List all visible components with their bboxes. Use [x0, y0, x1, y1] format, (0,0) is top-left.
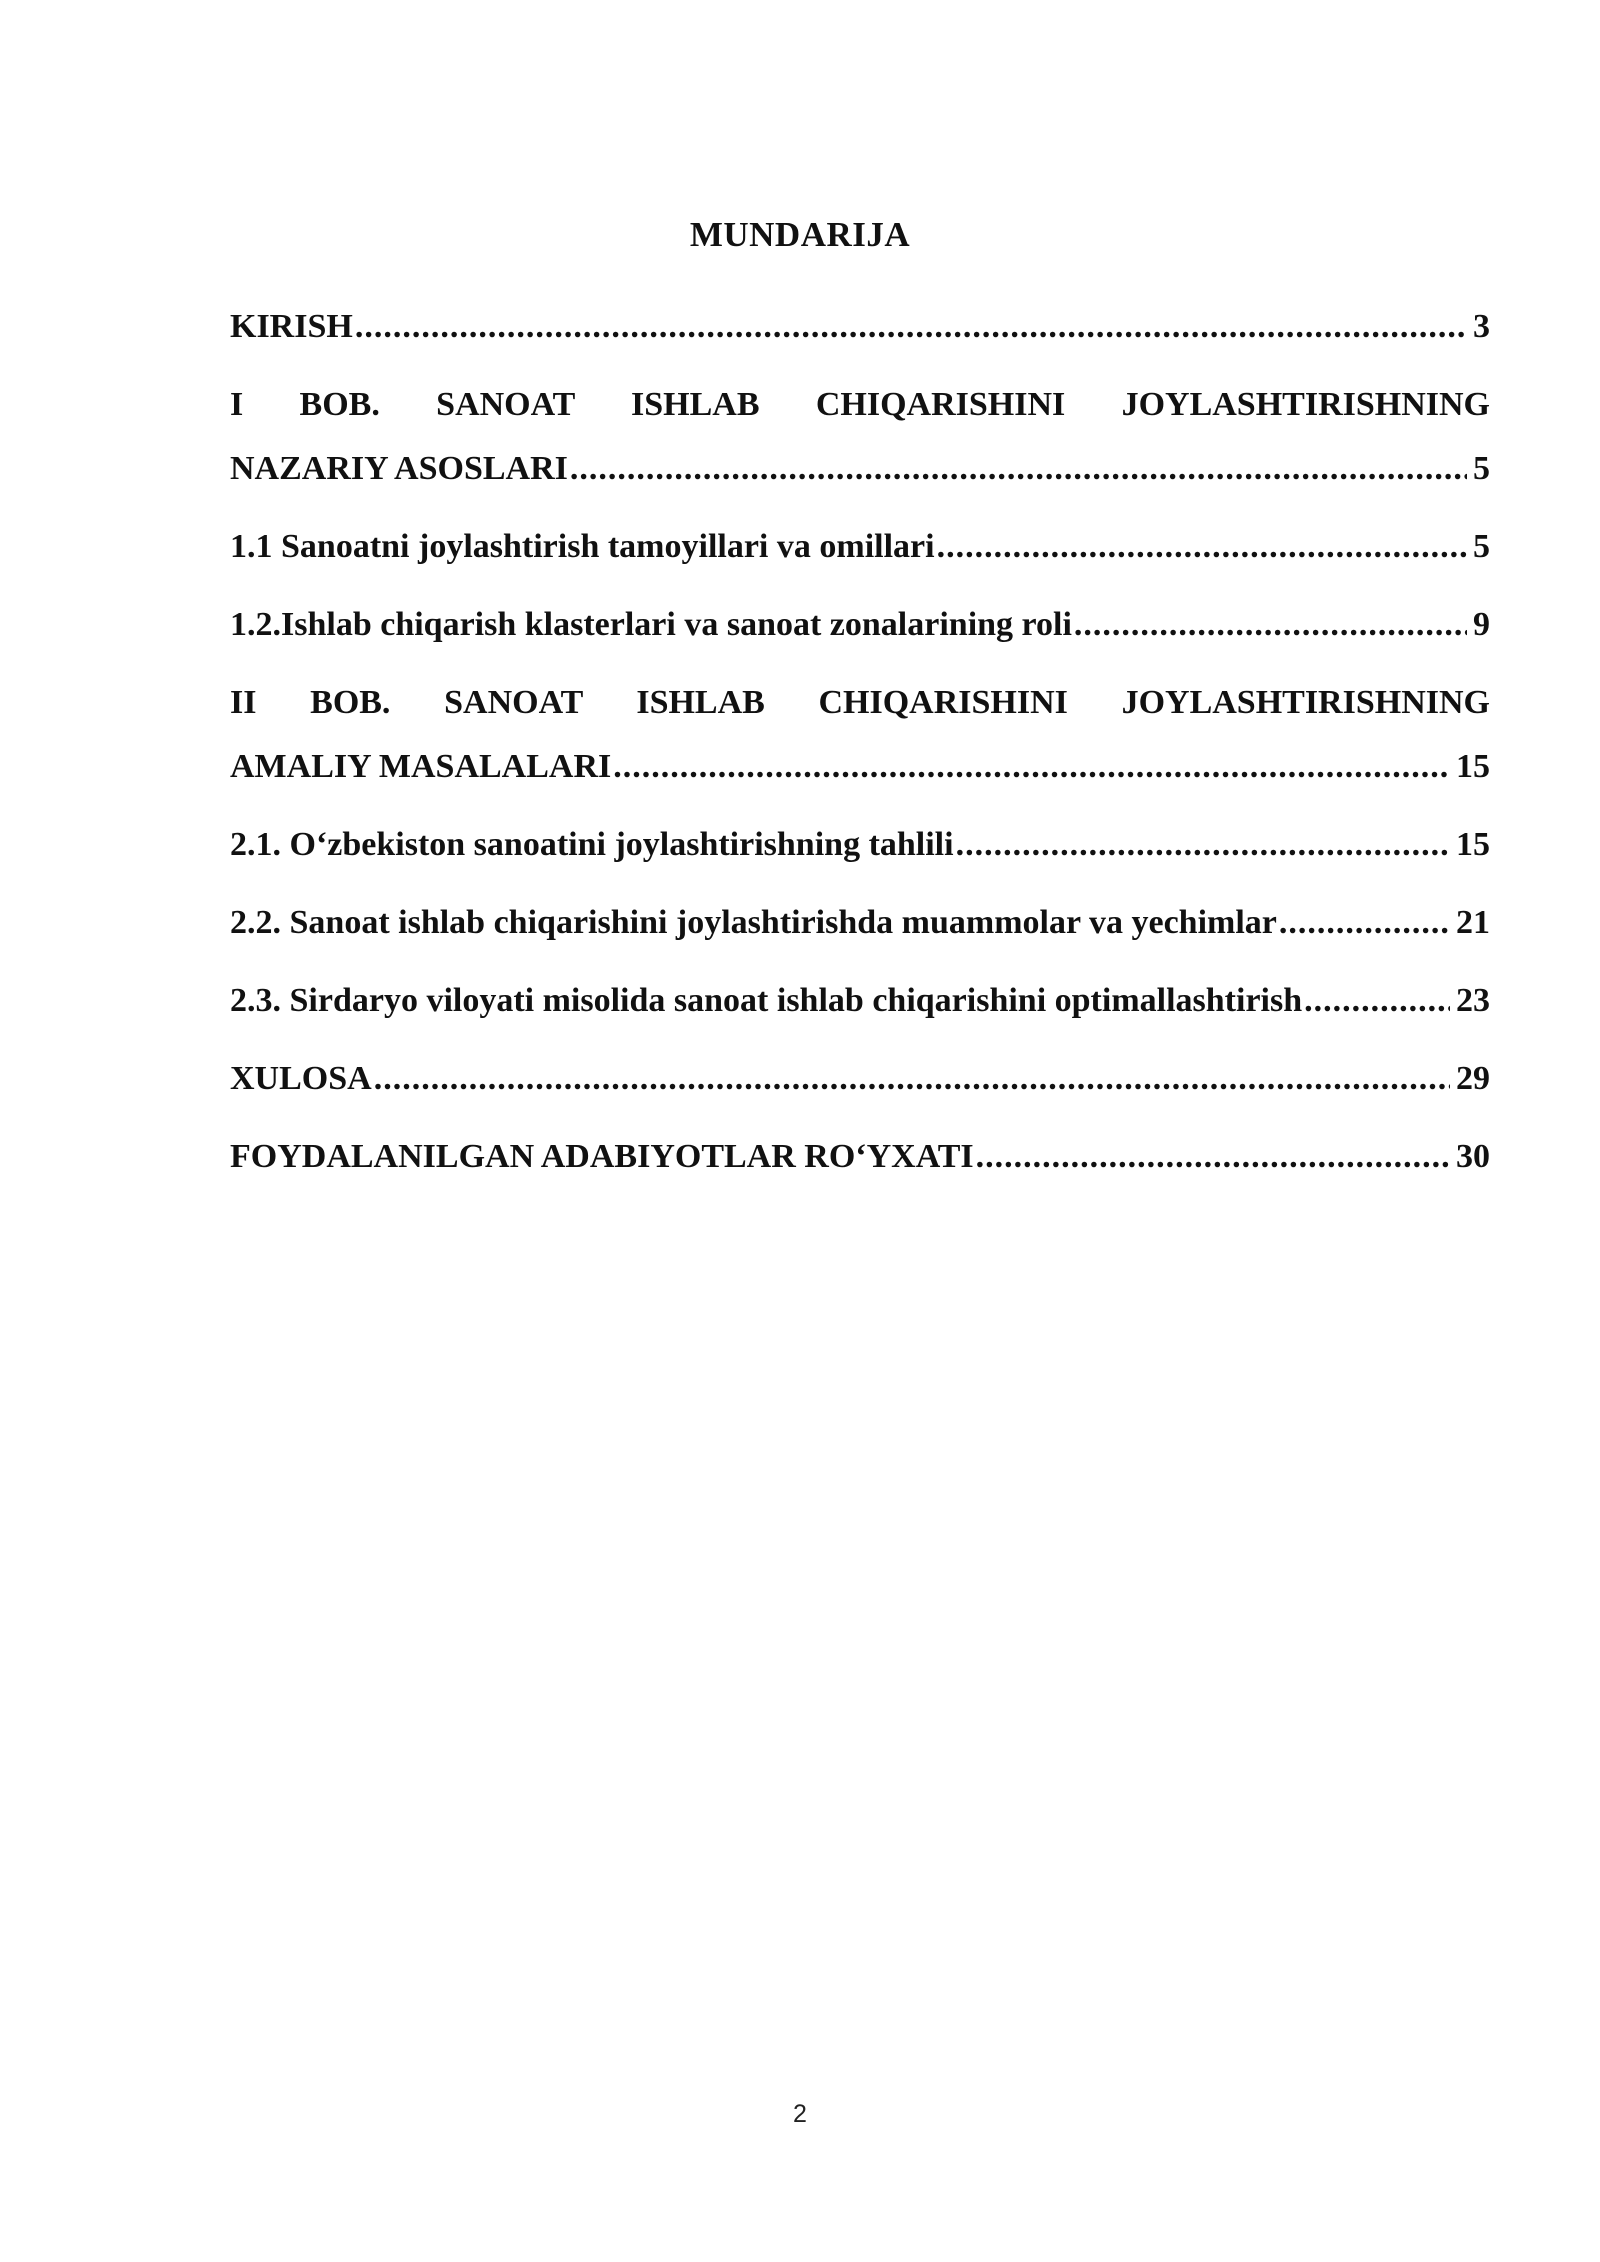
- table-of-contents: [230, 295, 1490, 1203]
- toc-entry-title-line1: I BOB. SANOAT ISHLAB CHIQARISHINI JOYLASHTIRISHNING: [230, 386, 1490, 423]
- toc-entry-section-1-2[interactable]: [230, 593, 1490, 657]
- toc-entry-references[interactable]: [230, 1125, 1490, 1189]
- toc-entry-title: AMALIY MASALALARI: [230, 748, 612, 785]
- toc-page-number: 5: [1473, 528, 1490, 565]
- dot-leader: [976, 1125, 1450, 1189]
- toc-entry-title: 1.2.Ishlab chiqarish klasterlari va sanoat zonalarining roli: [230, 606, 1072, 643]
- toc-page-number: 21: [1456, 904, 1490, 941]
- toc-entry-section-2-2[interactable]: [230, 891, 1490, 955]
- toc-page-number: 9: [1473, 606, 1490, 643]
- toc-entry-kirish[interactable]: [230, 295, 1490, 359]
- toc-entry-chapter-1[interactable]: [230, 373, 1490, 501]
- page-number-footer: 2: [793, 2100, 807, 2128]
- toc-entry-xulosa[interactable]: [230, 1047, 1490, 1111]
- page-title: MUNDARIJA: [689, 215, 911, 254]
- toc-entry-title: XULOSA: [230, 1060, 372, 1097]
- toc-entry-title: 1.1 Sanoatni joylashtirish tamoyillari va omillari: [230, 528, 935, 565]
- toc-entry-chapter-2[interactable]: [230, 671, 1490, 799]
- dot-leader: [1304, 969, 1450, 1033]
- toc-page-number: 15: [1456, 748, 1490, 785]
- dot-leader: [613, 735, 1450, 799]
- dot-leader: [956, 813, 1450, 877]
- toc-page-number: 30: [1456, 1138, 1490, 1175]
- dot-leader: [1074, 593, 1467, 657]
- dot-leader: [937, 515, 1467, 579]
- toc-entry-title-line1: II BOB. SANOAT ISHLAB CHIQARISHINI JOYLASHTIRISHNING: [230, 684, 1490, 721]
- toc-entry-title: 2.2. Sanoat ishlab chiqarishini joylashtirishda muammolar va yechimlar: [230, 904, 1277, 941]
- toc-entry-section-1-1[interactable]: [230, 515, 1490, 579]
- toc-entry-title: 2.3. Sirdaryo viloyati misolida sanoat ishlab chiqarishini optimallashtirish: [230, 982, 1303, 1019]
- dot-leader: [570, 437, 1467, 501]
- toc-page-number: 3: [1473, 308, 1490, 345]
- toc-entry-title: NAZARIY ASOSLARI: [230, 450, 568, 487]
- dot-leader: [374, 1047, 1450, 1111]
- toc-entry-section-2-3[interactable]: [230, 969, 1490, 1033]
- toc-page-number: 23: [1456, 982, 1490, 1019]
- toc-entry-title: FOYDALANILGAN ADABIYOTLAR RO‘YXATI: [230, 1138, 974, 1175]
- toc-page-number: 29: [1456, 1060, 1490, 1097]
- toc-entry-title: KIRISH: [230, 308, 353, 345]
- toc-entry-title: 2.1. O‘zbekiston sanoatini joylashtirishning tahlili: [230, 826, 954, 863]
- dot-leader: [1279, 891, 1450, 955]
- dot-leader: [355, 295, 1467, 359]
- toc-page-number: 15: [1456, 826, 1490, 863]
- toc-entry-section-2-1[interactable]: [230, 813, 1490, 877]
- toc-page-number: 5: [1473, 450, 1490, 487]
